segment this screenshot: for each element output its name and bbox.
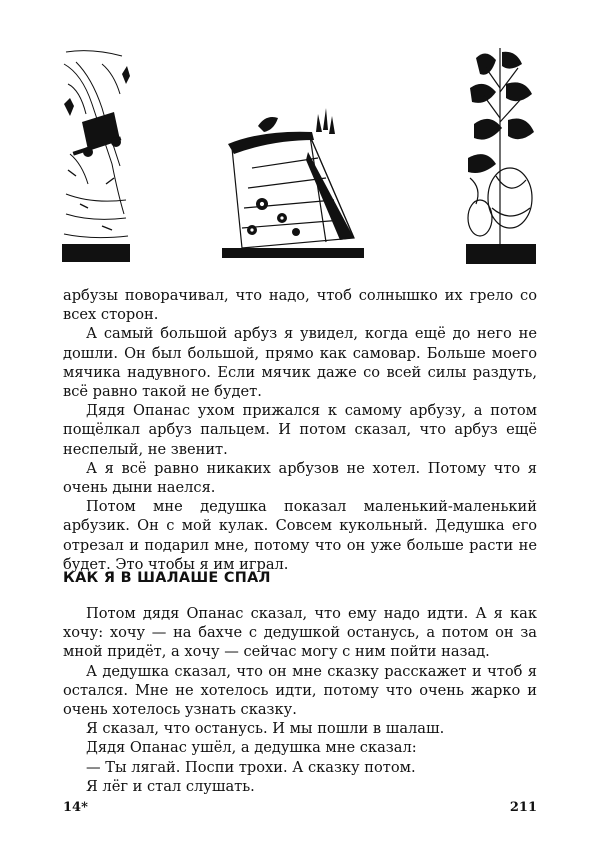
paragraph: Дядя Опанас ушёл, а дедушка мне сказал: bbox=[86, 739, 417, 757]
body-text-top bbox=[63, 286, 537, 574]
paragraph: Я лёг и стал слушать. bbox=[86, 777, 255, 795]
paragraph: А я всё равно никаких арбузов не хотел. Потому что я очень дыни наелся. bbox=[63, 459, 537, 497]
paragraph: арбузы поворачивал, что надо, чтоб солнышко их грело со всех сторон. bbox=[63, 287, 537, 324]
chapter-title: КАК Я В ШАЛАШЕ СПАЛ bbox=[63, 570, 271, 586]
paragraph: — Ты лягай. Поспи трохи. А сказку потом. bbox=[86, 758, 416, 776]
straw-hut-shalash-illustration bbox=[222, 108, 364, 258]
paragraph: А дедушка сказал, что он мне сказку расскажет и чтоб я остался. Мне не хотелось идти, потому что очень жарко и очень хотелось узнать сказку. bbox=[63, 662, 537, 719]
body-text-bottom bbox=[63, 604, 537, 796]
paragraph: Дядя Опанас ухом прижался к самому арбузу, а потом пощёлкал арбуз пальцем. И потом сказал, что арбуз ещё неспелый, не звенит. bbox=[63, 402, 537, 458]
road-with-cart-illustration bbox=[62, 44, 130, 262]
paragraph: Потом дядя Опанас сказал, что ему надо идти. А я как хочу: хочу — на бахче с дедушкой останусь, а потом он за мной придёт, а хочу — сейчас могу с ним пойти назад. bbox=[63, 605, 537, 661]
signature-mark: 14* bbox=[63, 800, 88, 815]
melon-plants-illustration bbox=[466, 48, 536, 264]
paragraph: А самый большой арбуз я увидел, когда ещё до него не дошли. Он был большой, прямо как самовар. Больше моего мячика надувного. Если мячик даже со всей силы раздуть, всё равно такой не будет. bbox=[63, 325, 537, 401]
paragraph: Потом мне дедушка показал маленький-маленький арбузик. Он с мой кулак. Совсем кукольный. Дедушка его отрезал и подарил мне, потому что он уже больше расти не будет. Это чтобы я им играл. bbox=[63, 498, 537, 573]
paragraph: Я сказал, что останусь. И мы пошли в шалаш. bbox=[86, 720, 445, 738]
page-number: 211 bbox=[509, 800, 537, 815]
